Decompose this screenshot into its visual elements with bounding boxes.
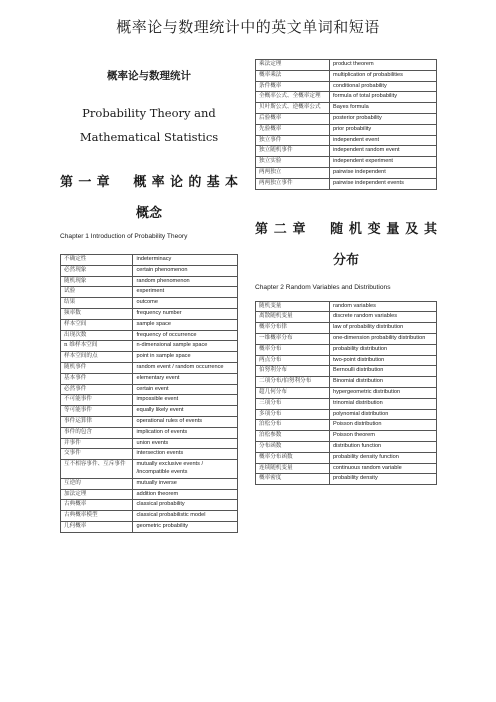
term-chinese: 互不相容事件、互斥事件 [61, 460, 133, 479]
table-row [61, 352, 238, 363]
term-english: impossible event [133, 395, 238, 406]
term-chinese: 独立实验 [256, 157, 330, 168]
term-chinese: 样本空间的点 [61, 352, 133, 363]
term-english: law of probability distribution [329, 323, 436, 334]
term-chinese: 随机事件 [61, 362, 133, 373]
term-english: continuous random variable [329, 463, 436, 474]
left-column [60, 68, 238, 533]
table-row [256, 81, 437, 92]
term-chinese: 离散随机变量 [256, 312, 330, 323]
table-row [61, 255, 238, 266]
term-chinese: 试验 [61, 287, 133, 298]
table-row [256, 474, 437, 485]
chapter1-vocab-table-continued [255, 59, 437, 190]
term-chinese: 贝叶斯公式、逆概率公式 [256, 103, 330, 114]
term-chinese: 两点分布 [256, 355, 330, 366]
term-english: frequency number [133, 308, 238, 319]
table-row [256, 355, 437, 366]
term-english: mutually exclusive events / /incompatible events [133, 460, 238, 479]
table-row [61, 384, 238, 395]
term-chinese: 一维概率分布 [256, 333, 330, 344]
chapter2-heading [255, 214, 437, 276]
table-row [61, 341, 238, 352]
term-english: prior probability [329, 124, 436, 135]
table-row [256, 387, 437, 398]
term-chinese: 结果 [61, 298, 133, 309]
term-chinese: 古典概率 [61, 500, 133, 511]
term-chinese: 条件概率 [256, 81, 330, 92]
term-chinese: 事件运算律 [61, 416, 133, 427]
term-english: multiplication of probabilities [329, 70, 436, 81]
term-chinese: 伯努利分布 [256, 366, 330, 377]
table-row [256, 157, 437, 168]
table-row [61, 478, 238, 489]
term-english: equally likely event [133, 406, 238, 417]
term-chinese: 概率分布函数 [256, 452, 330, 463]
term-english: probability density [329, 474, 436, 485]
table-row [256, 124, 437, 135]
term-english: trinomial distribution [329, 398, 436, 409]
table-row [61, 276, 238, 287]
term-english: hypergeometric distribution [329, 387, 436, 398]
table-row [256, 398, 437, 409]
table-row [256, 333, 437, 344]
term-english: independent event [329, 135, 436, 146]
term-chinese: 多项分布 [256, 409, 330, 420]
term-chinese: 超几何分布 [256, 387, 330, 398]
term-english: operational rules of events [133, 416, 238, 427]
table-row [256, 420, 437, 431]
term-chinese: 连续随机变量 [256, 463, 330, 474]
term-english: independent experiment [329, 157, 436, 168]
term-chinese: 基本事件 [61, 373, 133, 384]
term-chinese: 先验概率 [256, 124, 330, 135]
term-english: product theorem [329, 60, 436, 71]
term-chinese: 独立事件 [256, 135, 330, 146]
term-english: Binomial distribution [329, 377, 436, 388]
term-chinese: 频率数 [61, 308, 133, 319]
term-chinese: 互逆的 [61, 478, 133, 489]
chapter2-heading-line1: 第二章 随机变量及其 [255, 221, 437, 237]
term-chinese: 二项分布/伯努利分布 [256, 377, 330, 388]
term-english: probability density function [329, 452, 436, 463]
term-english: intersection events [133, 449, 238, 460]
chapter1-heading-line2: 概念 [135, 206, 162, 221]
table-row [256, 323, 437, 334]
term-english: outcome [133, 298, 238, 309]
term-english: frequency of occurrence [133, 330, 238, 341]
term-english: pairwise independent events [329, 178, 436, 189]
table-row [256, 135, 437, 146]
term-english: Bernoulli distribution [329, 366, 436, 377]
term-english: indeterminacy [133, 255, 238, 266]
chapter1-subtitle: Chapter 1 Introduction of Probability Theory [60, 233, 188, 240]
term-english: certain phenomenon [133, 265, 238, 276]
table-row [61, 427, 238, 438]
table-row [256, 344, 437, 355]
table-row [256, 366, 437, 377]
term-english: n-dimensional sample space [133, 341, 238, 352]
term-english: distribution function [329, 441, 436, 452]
term-chinese: 后验概率 [256, 113, 330, 124]
chapter1-vocab-table [60, 254, 238, 533]
table-row [61, 449, 238, 460]
term-chinese: 概率分布 [256, 344, 330, 355]
table-row [256, 312, 437, 323]
document-title: 概率论与数理统计中的英文单词和短语 [116, 18, 380, 36]
table-row [61, 416, 238, 427]
table-row [61, 362, 238, 373]
table-row [61, 373, 238, 384]
table-row [61, 500, 238, 511]
term-chinese: 随机变量 [256, 301, 330, 312]
term-english: Bayes formula [329, 103, 436, 114]
term-english: elementary event [133, 373, 238, 384]
table-row [61, 330, 238, 341]
term-chinese: n 维样本空间 [61, 341, 133, 352]
term-english: Poisson distribution [329, 420, 436, 431]
term-chinese: 几何概率 [61, 521, 133, 532]
term-english: implication of events [133, 427, 238, 438]
term-english: random phenomenon [133, 276, 238, 287]
term-english: certain event [133, 384, 238, 395]
term-english: classical probability [133, 500, 238, 511]
table-row [256, 452, 437, 463]
chapter1-heading-line1: 第一章 概率论的基本 [60, 175, 238, 190]
term-chinese: 随机现象 [61, 276, 133, 287]
section-title-en-line1: Probability Theory and [82, 106, 216, 120]
term-english: classical probabilistic model [133, 511, 238, 522]
table-row [256, 146, 437, 157]
term-english: posterior probability [329, 113, 436, 124]
term-english: geometric probability [133, 521, 238, 532]
term-english: formula of total probability [329, 92, 436, 103]
table-row [61, 460, 238, 479]
table-row [61, 489, 238, 500]
table-row [61, 308, 238, 319]
term-chinese: 泊松分布 [256, 420, 330, 431]
table-row [256, 60, 437, 71]
term-english: point in sample space [133, 352, 238, 363]
table-row [256, 103, 437, 114]
table-row [61, 395, 238, 406]
section-title-cn: 概率论与数理统计 [107, 70, 191, 82]
table-row [256, 441, 437, 452]
term-chinese: 交事件 [61, 449, 133, 460]
table-row [61, 521, 238, 532]
table-row [61, 406, 238, 417]
right-column [255, 59, 437, 485]
table-row [256, 92, 437, 103]
table-row [256, 463, 437, 474]
term-chinese: 三项分布 [256, 398, 330, 409]
term-english: pairwise independent [329, 167, 436, 178]
table-row [256, 301, 437, 312]
table-row [256, 167, 437, 178]
term-english: independent random event [329, 146, 436, 157]
chapter2-heading-line2: 分布 [332, 252, 359, 268]
table-row [61, 319, 238, 330]
term-chinese: 必然现象 [61, 265, 133, 276]
table-row [256, 431, 437, 442]
table-row [61, 438, 238, 449]
term-chinese: 乘法定理 [256, 60, 330, 71]
term-chinese: 概率密度 [256, 474, 330, 485]
term-chinese: 等可能事件 [61, 406, 133, 417]
term-english: random event / random occurrence [133, 362, 238, 373]
table-row [61, 511, 238, 522]
table-row [256, 377, 437, 388]
term-chinese: 全概率公式、全概率定理 [256, 92, 330, 103]
term-chinese: 概率乘法 [256, 70, 330, 81]
table-row [61, 287, 238, 298]
term-english: one-dimension probability distribution [329, 333, 436, 344]
table-row [256, 70, 437, 81]
term-english: mutually inverse [133, 478, 238, 489]
term-chinese: 不可能事件 [61, 395, 133, 406]
term-chinese: 并事件 [61, 438, 133, 449]
table-row [61, 265, 238, 276]
section-title-en-line2: Mathematical Statistics [79, 130, 219, 144]
table-row [61, 298, 238, 309]
term-english: probability distribution [329, 344, 436, 355]
term-chinese: 独立随机事件 [256, 146, 330, 157]
term-chinese: 事件的包含 [61, 427, 133, 438]
chapter2-subtitle: Chapter 2 Random Variables and Distributions [255, 283, 391, 291]
chapter1-heading [60, 167, 238, 229]
term-chinese: 样本空间 [61, 319, 133, 330]
term-english: conditional probability [329, 81, 436, 92]
term-english: addition theorem [133, 489, 238, 500]
term-chinese: 分布函数 [256, 441, 330, 452]
term-english: random variables [329, 301, 436, 312]
term-chinese: 古典概率模型 [61, 511, 133, 522]
term-english: sample space [133, 319, 238, 330]
term-chinese: 泊松参数 [256, 431, 330, 442]
table-row [256, 178, 437, 189]
table-row [256, 409, 437, 420]
term-english: discrete random variables [329, 312, 436, 323]
term-chinese: 加法定理 [61, 489, 133, 500]
table-row [256, 113, 437, 124]
term-chinese: 两两独立 [256, 167, 330, 178]
term-chinese: 必然事件 [61, 384, 133, 395]
term-english: union events [133, 438, 238, 449]
term-english: Poisson theorem [329, 431, 436, 442]
term-english: polynomial distribution [329, 409, 436, 420]
chapter2-vocab-table [255, 301, 437, 486]
term-english: experiment [133, 287, 238, 298]
term-chinese: 不确定性 [61, 255, 133, 266]
term-english: two-point distribution [329, 355, 436, 366]
term-chinese: 两两独立事件 [256, 178, 330, 189]
term-chinese: 出现次数 [61, 330, 133, 341]
term-chinese: 概率分布律 [256, 323, 330, 334]
